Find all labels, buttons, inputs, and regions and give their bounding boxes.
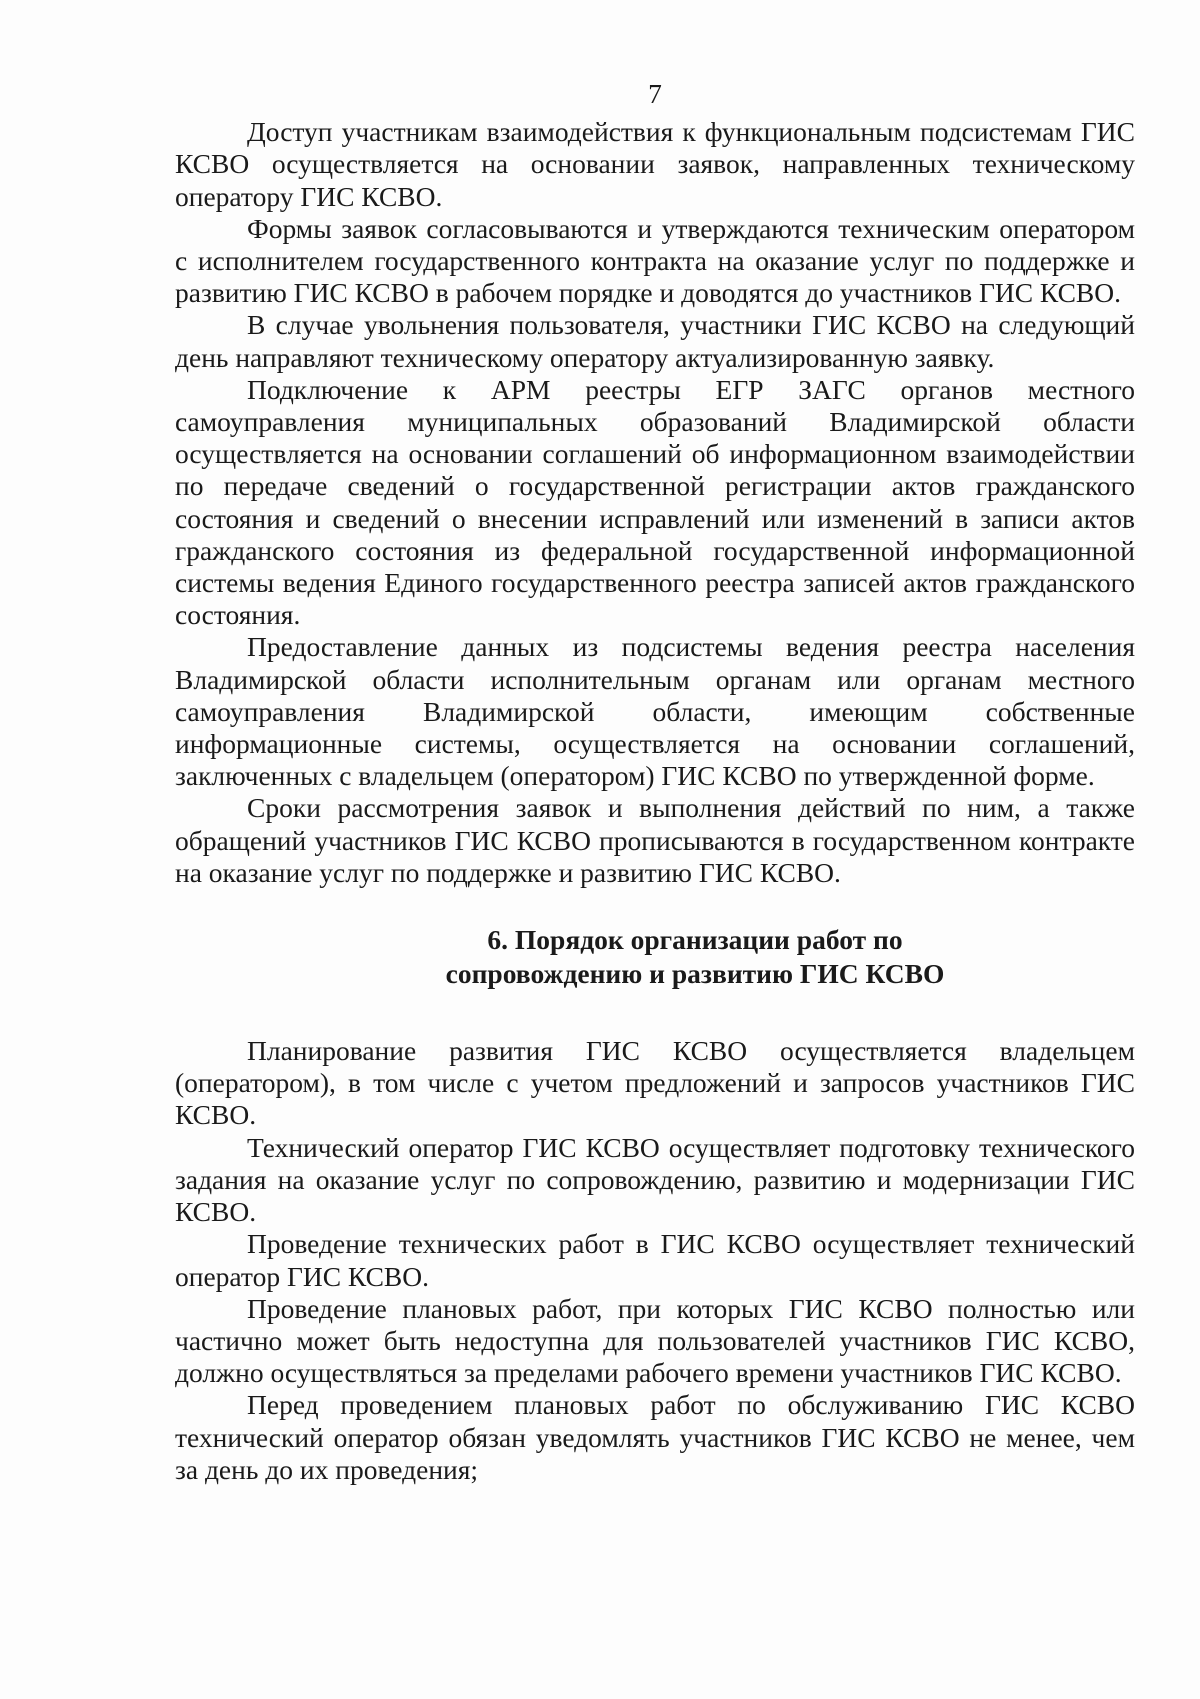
page-number: 7: [648, 78, 662, 109]
paragraph-data-provision: Предоставление данных из подсистемы ведения реестра населения Владимирской области исполнительным органам или органам местного самоуправления Владимирской области, имеющим собственные информационные системы, осуществляется на основании соглашений, заключенных с владельцем (оператором) ГИС КСВО по утвержденной форме.: [175, 631, 1135, 792]
section-heading-line-1: 6. Порядок организации работ по: [487, 924, 903, 956]
section-heading: [175, 923, 1135, 991]
paragraph-maintenance-notice: Перед проведением плановых работ по обслуживанию ГИС КСВО технический оператор обязан уведомлять участников ГИС КСВО не менее, чем за день до их проведения;: [175, 1389, 1135, 1485]
paragraph-development-planning: Планирование развития ГИС КСВО осуществляется владельцем (оператором), в том числе с учетом предложений и запросов участников ГИС КСВО.: [175, 1035, 1135, 1131]
document-body: [175, 78, 1135, 1486]
paragraph-technical-task: Технический оператор ГИС КСВО осуществляет подготовку технического задания на оказание услуг по сопровождению, развитию и модернизации ГИС КСВО.: [175, 1131, 1135, 1228]
paragraph-review-terms: Сроки рассмотрения заявок и выполнения действий по ним, а также обращений участников ГИС КСВО прописываются в государственном контракте на оказание услуг по поддержке и развитию ГИС КСВО.: [175, 792, 1135, 888]
section-heading-line-2: сопровождению и развитию ГИС КСВО: [445, 958, 945, 990]
paragraph-access-requests: Доступ участникам взаимодействия к функциональным подсистемам ГИС КСВО осуществляется на основании заявок, направленных техническому оператору ГИС КСВО.: [175, 116, 1135, 212]
paragraph-technical-works: Проведение технических работ в ГИС КСВО осуществляет технический оператор ГИС КСВО.: [175, 1228, 1135, 1292]
paragraph-request-forms: Формы заявок согласовываются и утверждаются техническим оператором с исполнителем государственного контракта на оказание услуг по поддержке и развитию ГИС КСВО в рабочем порядке и доводятся до участников ГИС КСВО.: [175, 212, 1135, 309]
paragraph-arm-connection: Подключение к АРМ реестры ЕГР ЗАГС органов местного самоуправления муниципальных образований Владимирской области осуществляется на основании соглашений об информационном взаимодействии по передаче сведений о государственной регистрации актов гражданского состояния и сведений о внесении исправлений или изменений в записи актов гражданского состояния из федеральной государственной информационной системы ведения Единого государственного реестра записей актов гражданского состояния.: [175, 373, 1135, 631]
paragraph-planned-works: Проведение плановых работ, при которых ГИС КСВО полностью или частично может быть недоступна для пользователей участников ГИС КСВО, должно осуществляться за пределами рабочего времени участников ГИС КСВО.: [175, 1292, 1135, 1389]
paragraph-user-dismissal: В случае увольнения пользователя, участники ГИС КСВО на следующий день направляют техническому оператору актуализированную заявку.: [175, 309, 1135, 373]
